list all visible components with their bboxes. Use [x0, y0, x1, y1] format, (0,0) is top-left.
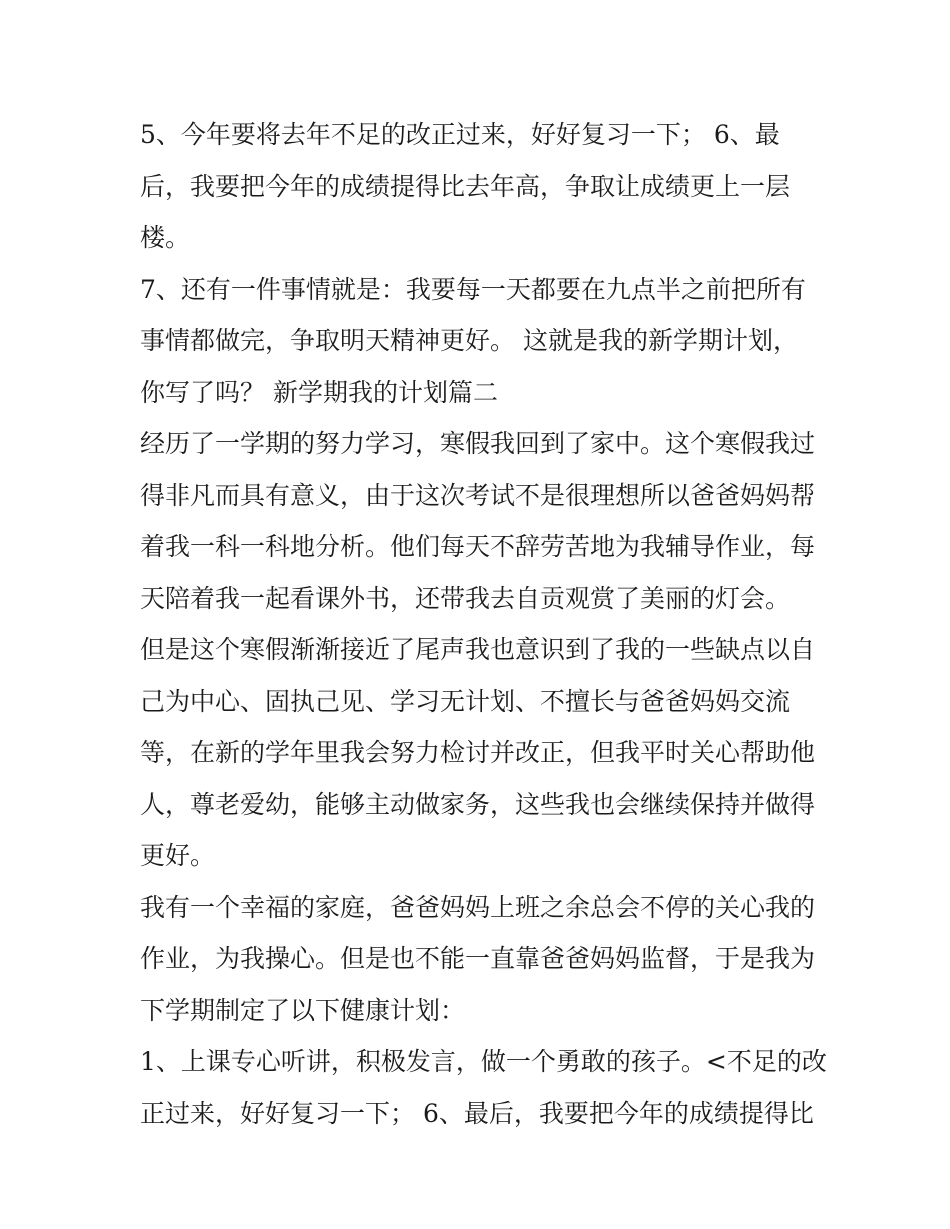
text-line-1: 5、今年要将去年不足的改正过来，好好复习一下； 6、最 [140, 120, 780, 149]
text-line-8: 得非凡而具有意义，由于这次考试不是很理想所以爸爸妈妈帮 [140, 480, 816, 510]
text-line-15: 更好。 [140, 841, 216, 870]
text-line-11: 但是这个寒假渐渐接近了尾声我也意识到了我的一些缺点以自 [140, 635, 816, 664]
text-line-18: 下学期制定了以下健康计划： [140, 995, 466, 1025]
text-line-14: 人，尊老爱幼，能够主动做家务，这些我也会继续保持并做得 [140, 789, 816, 819]
text-line-7: 经历了一学期的努力学习，寒假我回到了家中。这个寒假我过 [140, 429, 816, 458]
document-body [140, 109, 827, 1139]
text-line-9: 着我一科一科地分析。他们每天不辞劳苦地为我辅导作业，每 [140, 532, 816, 561]
text-line-3: 楼。 [140, 223, 191, 252]
text-line-19: 1、上课专心听讲，积极发言，做一个勇敢的孩子。<不足的改 [140, 1047, 827, 1076]
text-line-2: 后，我要把今年的成绩提得比去年高，争取让成绩更上一层 [140, 171, 791, 201]
text-line-13: 等，在新的学年里我会努力检讨并改正，但我平时关心帮助他 [140, 738, 816, 767]
text-line-12: 己为中心、固执己见、学习无计划、不擅长与爸爸妈妈交流 [140, 686, 791, 716]
text-line-17: 作业，为我操心。但是也不能一直靠爸爸妈妈监督，于是我为 [140, 944, 816, 973]
text-line-16: 我有一个幸福的家庭，爸爸妈妈上班之余总会不停的关心我的 [140, 892, 816, 922]
text-line-6: 你写了吗？ 新学期我的计划篇二 [140, 377, 498, 407]
text-line-5: 事情都做完，争取明天精神更好。 这就是我的新学期计划， [140, 326, 798, 355]
text-line-10: 天陪着我一起看课外书，还带我去自贡观赏了美丽的灯会。 [140, 583, 791, 613]
text-line-20: 正过来，好好复习一下； 6、最后，我要把今年的成绩提得比 [140, 1098, 814, 1128]
text-line-4: 7、还有一件事情就是：我要每一天都要在九点半之前把所有 [140, 274, 806, 304]
